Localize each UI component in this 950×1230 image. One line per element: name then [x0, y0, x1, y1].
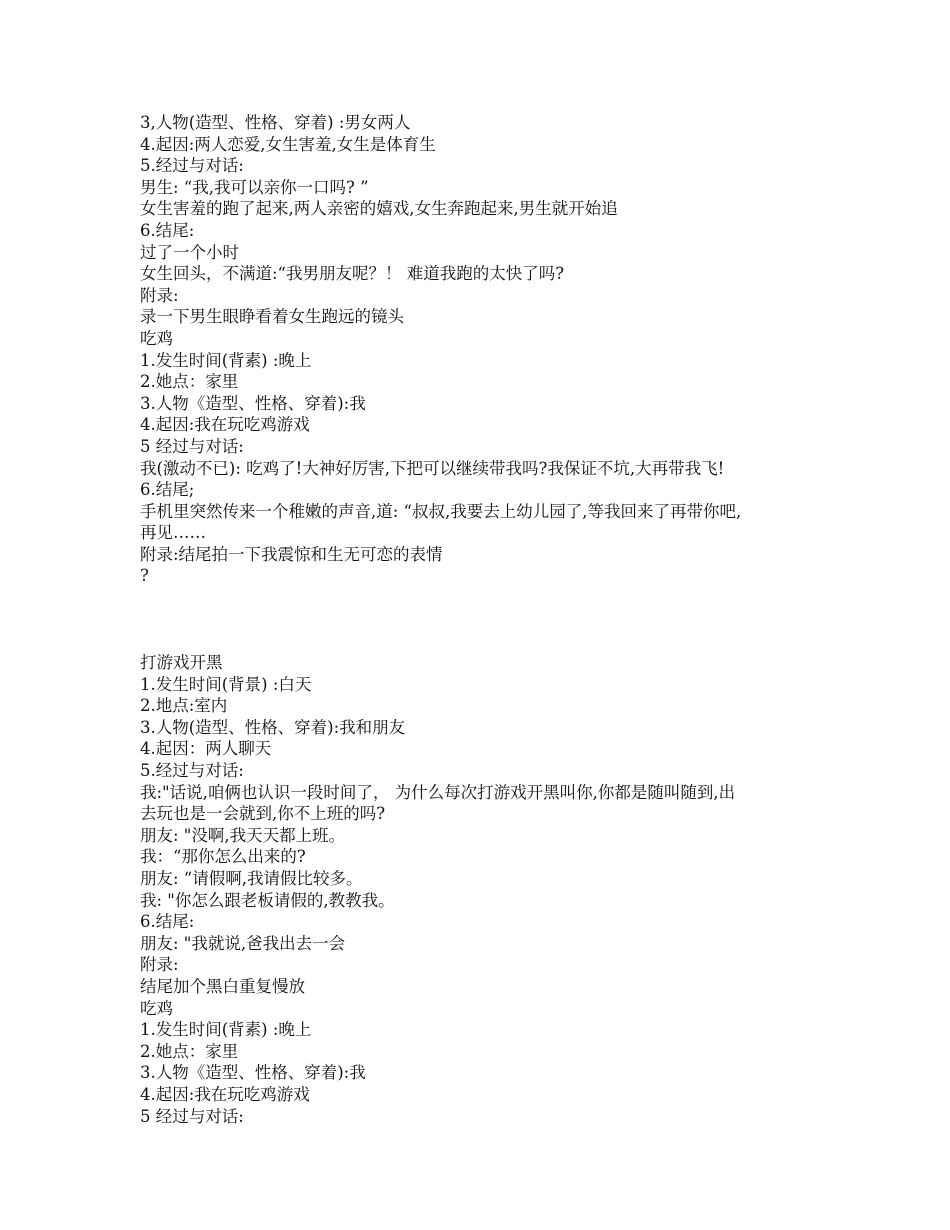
- text-line: 5 经过与对话:: [140, 436, 244, 456]
- text-line: 2.她点：家里: [140, 1041, 239, 1061]
- text-line: 6.结尾;: [140, 480, 195, 500]
- text-line: 附录:: [140, 285, 179, 305]
- text-line: 朋友: "没啊,我天天都上班。: [140, 825, 346, 845]
- section-gap: [140, 587, 830, 652]
- text-line: 朋友: “请假啊,我请假比较多。: [140, 869, 363, 888]
- text-line: 去玩也是一会就到,你不上班的吗?: [140, 804, 386, 824]
- text-line: 结尾加个黑白重复慢放: [140, 976, 305, 996]
- text-line: 3,人物(造型、性格、穿着) :男女两人: [140, 113, 411, 132]
- section-title: 吃鸡: [140, 998, 173, 1018]
- text-line: 录一下男生眼睁看着女生跑远的镜头: [140, 307, 404, 327]
- text-line: 再见……: [140, 523, 206, 543]
- text-line: 4.起因:两人恋爱,女生害羞,女生是体育生: [140, 134, 436, 154]
- text-line: 3.人物《造型、性格、穿着):我: [140, 393, 366, 413]
- text-line: 附录:结尾拍一下我震惊和生无可恋的表情: [140, 544, 443, 564]
- text-line: 1.发生时间(背景) :白天: [140, 674, 312, 694]
- text-line: 5.经过与对话:: [140, 761, 244, 781]
- text-line: 5 经过与对话:: [140, 1106, 244, 1126]
- text-line: 6.结尾:: [140, 220, 195, 240]
- text-line: 2.她点：家里: [140, 372, 239, 392]
- text-line: 2.地点:室内: [140, 696, 228, 716]
- text-line: 6.结尾:: [140, 912, 195, 932]
- text-line: 4.起因:我在玩吃鸡游戏: [140, 415, 310, 435]
- text-line: 1.发生时间(背素) :晚上: [140, 350, 312, 370]
- text-line: 4.起因：两人聊天: [140, 739, 272, 759]
- text-line: 我：“那你怎么出来的?: [140, 847, 306, 867]
- document-page: [140, 112, 830, 1127]
- text-line: 过了一个小时: [140, 242, 239, 262]
- section-title: 吃鸡: [140, 328, 173, 348]
- text-line: 5.经过与对话:: [140, 156, 244, 176]
- text-line: 手机里突然传来一个稚嫩的声音,道: “叔叔,我要去上幼儿园了,等我回来了再带你吧,: [140, 501, 742, 521]
- text-block-2: [140, 652, 830, 1127]
- text-line: 附录:: [140, 955, 179, 975]
- text-line: 女生害羞的跑了起来,两人亲密的嬉戏,女生奔跑起来,男生就开始追: [140, 199, 618, 219]
- text-line: 4.起因:我在玩吃鸡游戏: [140, 1084, 310, 1104]
- text-line: 我(激动不已): 吃鸡了!大神好厉害,下把可以继续带我吗?我保证不坑,大再带我飞!: [140, 458, 725, 478]
- text-line: 女生回头，不满道:“我男朋友呢？！ 难道我跑的太快了吗?: [140, 264, 565, 284]
- section-title: 打游戏开黑: [140, 653, 223, 673]
- text-line: 3.人物(造型、性格、穿着):我和朋友: [140, 717, 406, 737]
- text-line: 3.人物《造型、性格、穿着):我: [140, 1063, 366, 1083]
- text-line: 我: "你怎么跟老板请假的,教教我。: [140, 890, 395, 910]
- text-line: ?: [140, 566, 149, 586]
- text-line: 1.发生时间(背素) :晚上: [140, 1020, 312, 1040]
- text-line: 朋友: "我就说,爸我出去一会: [140, 933, 346, 953]
- text-block-1: [140, 112, 830, 587]
- text-line: 男生: “我,我可以亲你一口吗? ”: [140, 177, 369, 197]
- text-line: 我:"话说,咱俩也认识一段时间了， 为什么每次打游戏开黑叫你,你都是随叫随到,出: [140, 782, 736, 802]
